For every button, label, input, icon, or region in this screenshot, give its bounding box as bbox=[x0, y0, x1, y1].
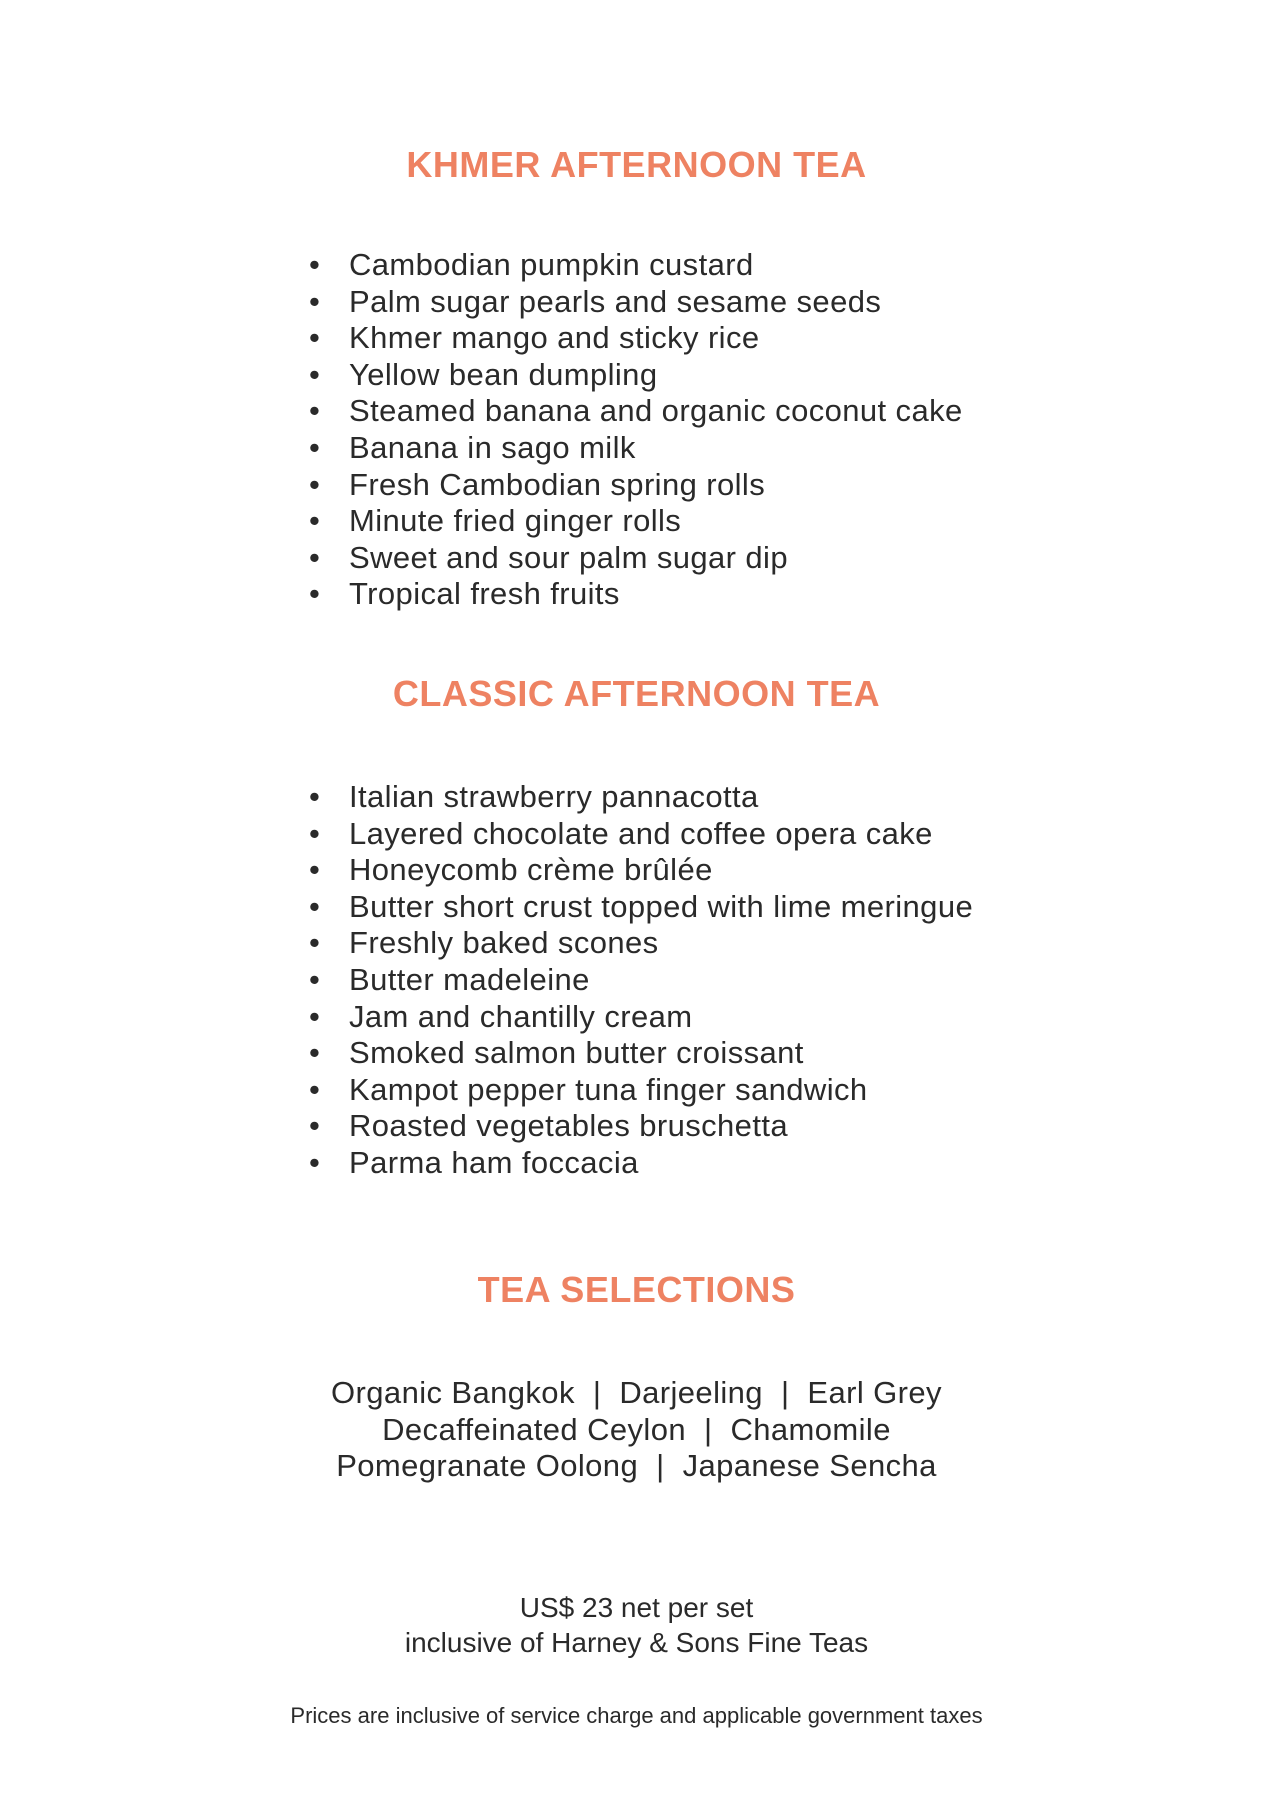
menu-item-label: Fresh Cambodian spring rolls bbox=[349, 466, 766, 502]
bullet-icon: • bbox=[309, 961, 321, 997]
menu-item-label: Yellow bean dumpling bbox=[349, 356, 658, 392]
menu-item-label: Freshly baked scones bbox=[349, 925, 659, 961]
menu-item bbox=[309, 393, 989, 430]
bullet-icon: • bbox=[309, 466, 321, 502]
menu-item-label: Steamed banana and organic coconut cake bbox=[349, 393, 963, 429]
bullet-icon: • bbox=[309, 283, 321, 319]
bullet-icon: • bbox=[309, 998, 321, 1034]
menu-item bbox=[309, 1035, 989, 1072]
menu-item-label: Smoked salmon butter croissant bbox=[349, 1035, 804, 1071]
menu-item-label: Tropical fresh fruits bbox=[349, 576, 620, 612]
tea-selections-title: TEA SELECTIONS bbox=[477, 1269, 796, 1310]
tea-selections-list bbox=[0, 1375, 1273, 1485]
menu-item bbox=[309, 467, 989, 504]
tea-line: Pomegranate Oolong | Japanese Sencha bbox=[336, 1448, 937, 1484]
menu-item-label: Jam and chantilly cream bbox=[349, 998, 693, 1034]
menu-item-label: Minute fried ginger rolls bbox=[349, 503, 682, 539]
bullet-icon: • bbox=[309, 1071, 321, 1107]
menu-item bbox=[309, 1072, 989, 1109]
menu-item-label: Banana in sago milk bbox=[349, 429, 636, 465]
bullet-icon: • bbox=[309, 393, 321, 429]
menu-item-label: Honeycomb crème brûlée bbox=[349, 852, 713, 888]
classic-afternoon-tea-title: CLASSIC AFTERNOON TEA bbox=[392, 673, 881, 714]
bullet-icon: • bbox=[309, 247, 321, 282]
menu-item-label: Cambodian pumpkin custard bbox=[349, 247, 754, 282]
menu-item bbox=[309, 962, 989, 999]
menu-item bbox=[309, 320, 989, 357]
khmer-afternoon-tea-title: KHMER AFTERNOON TEA bbox=[406, 144, 867, 185]
bullet-icon: • bbox=[309, 815, 321, 851]
menu-item-label: Khmer mango and sticky rice bbox=[349, 320, 760, 356]
menu-item-label: Italian strawberry pannacotta bbox=[349, 779, 759, 814]
menu-item-label: Sweet and sour palm sugar dip bbox=[349, 539, 788, 575]
menu-item-label: Parma ham foccacia bbox=[349, 1144, 639, 1180]
bullet-icon: • bbox=[309, 925, 321, 961]
khmer-menu-list bbox=[309, 247, 989, 613]
menu-item bbox=[309, 357, 989, 394]
bullet-icon: • bbox=[309, 852, 321, 888]
price-block bbox=[0, 1590, 1273, 1660]
menu-item bbox=[309, 1145, 989, 1182]
menu-item bbox=[309, 284, 989, 321]
menu-item bbox=[309, 576, 989, 613]
bullet-icon: • bbox=[309, 576, 321, 612]
menu-item bbox=[309, 503, 989, 540]
tax-footnote: Prices are inclusive of service charge and applicable government taxes bbox=[290, 1703, 983, 1728]
menu-item-label: Kampot pepper tuna finger sandwich bbox=[349, 1071, 868, 1107]
bullet-icon: • bbox=[309, 503, 321, 539]
menu-item-label: Butter short crust topped with lime meringue bbox=[349, 888, 974, 924]
bullet-icon: • bbox=[309, 429, 321, 465]
tea-line: Organic Bangkok | Darjeeling | Earl Grey bbox=[331, 1375, 942, 1410]
menu-item-label: Palm sugar pearls and sesame seeds bbox=[349, 283, 882, 319]
menu-item bbox=[309, 999, 989, 1036]
menu-item bbox=[309, 816, 989, 853]
bullet-icon: • bbox=[309, 320, 321, 356]
menu-item-label: Roasted vegetables bruschetta bbox=[349, 1108, 788, 1144]
price-line: US$ 23 net per set bbox=[519, 1592, 754, 1623]
tea-line: Decaffeinated Ceylon | Chamomile bbox=[382, 1411, 891, 1447]
bullet-icon: • bbox=[309, 356, 321, 392]
bullet-icon: • bbox=[309, 1035, 321, 1071]
price-inclusion-line: inclusive of Harney & Sons Fine Teas bbox=[404, 1627, 869, 1658]
bullet-icon: • bbox=[309, 888, 321, 924]
bullet-icon: • bbox=[309, 1144, 321, 1180]
classic-menu-list bbox=[309, 779, 989, 1182]
menu-item bbox=[309, 247, 989, 284]
menu-item bbox=[309, 779, 989, 816]
menu-item-label: Butter madeleine bbox=[349, 961, 590, 997]
menu-item bbox=[309, 540, 989, 577]
menu-item bbox=[309, 1108, 989, 1145]
menu-item-label: Layered chocolate and coffee opera cake bbox=[349, 815, 933, 851]
menu-item bbox=[309, 430, 989, 467]
bullet-icon: • bbox=[309, 779, 321, 814]
menu-item bbox=[309, 889, 989, 926]
menu-item bbox=[309, 852, 989, 889]
menu-item bbox=[309, 925, 989, 962]
bullet-icon: • bbox=[309, 1108, 321, 1144]
bullet-icon: • bbox=[309, 539, 321, 575]
